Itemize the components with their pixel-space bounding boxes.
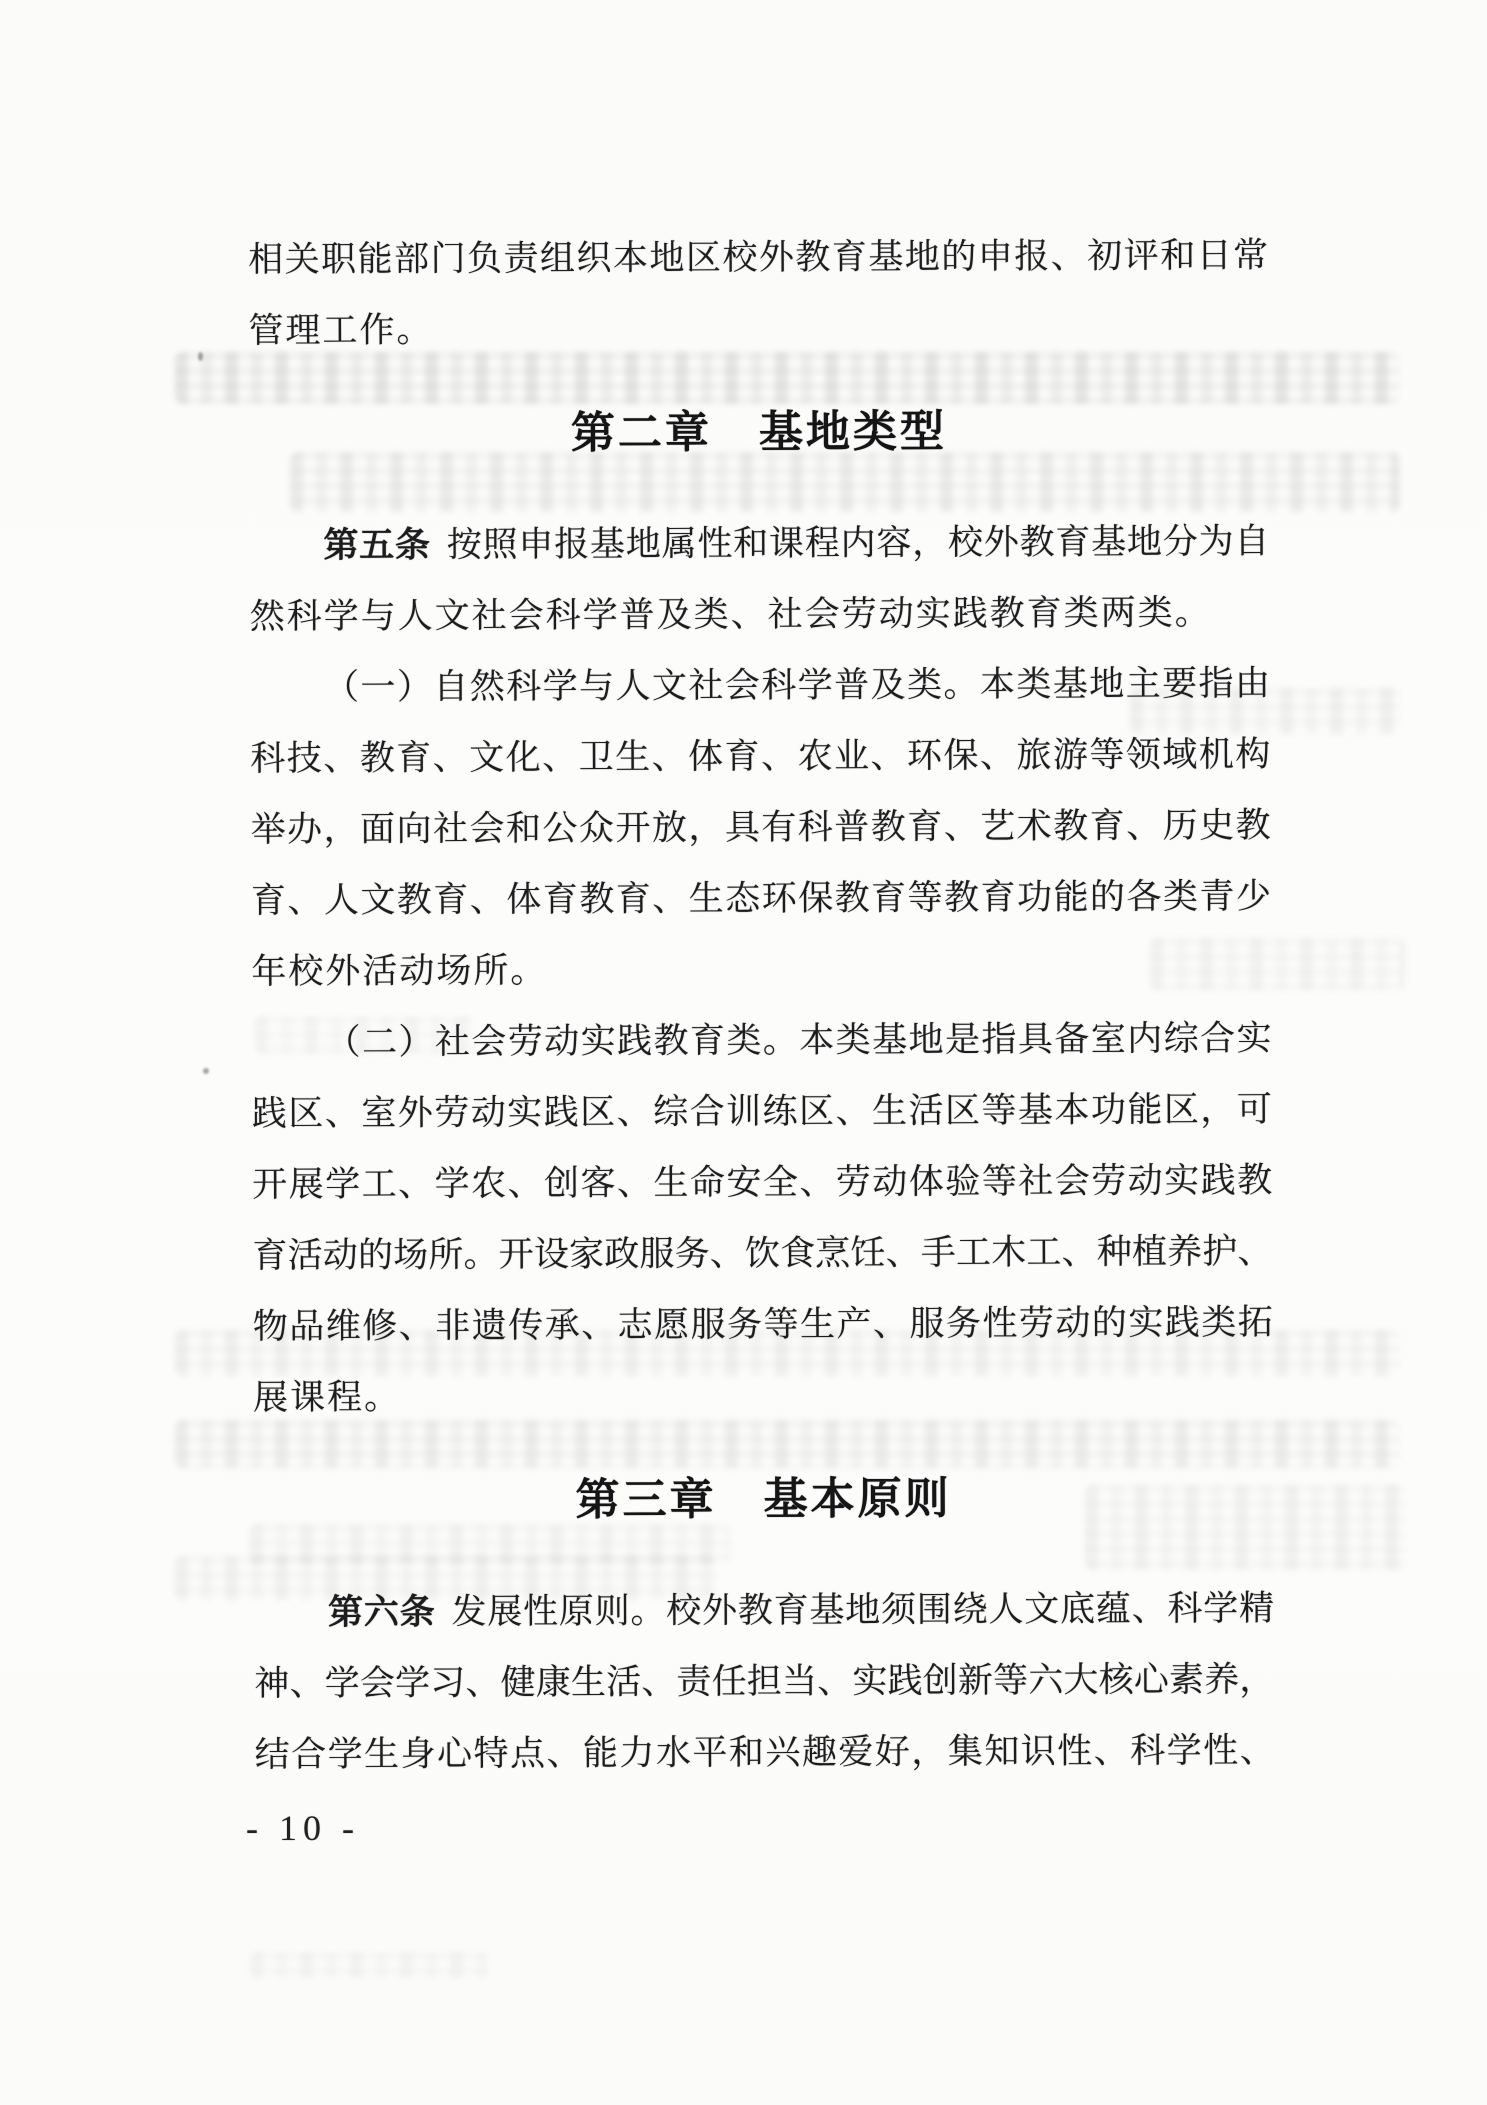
text-run: 科技、教育、文化、卫生、体育、农业、环保、旅游等领域机构 [250,734,1271,779]
text-run: 发展性原则。校外教育基地须围绕人文底蕴、科学精 [451,1588,1275,1632]
text-run: 育、人文教育、体育教育、生态环保教育等教育功能的各类青少 [250,876,1272,921]
page-number: - 10 - [246,1808,360,1848]
body-line [251,861,1271,936]
body-line [254,1573,1274,1648]
text-run: 按照申报基地属性和课程内容，校外教育基地分为自 [446,521,1270,565]
article-number: 第六条 [327,1592,436,1632]
text-run: 年校外活动场所。 [251,950,548,992]
text-run: 第三章 基本原则 [575,1474,952,1525]
body-line [250,648,1270,723]
body-line [252,1074,1272,1149]
body-line [248,291,1268,366]
body-line [251,1003,1271,1078]
text-run: 物品维修、非遗传承、志愿服务等生产、服务性劳动的实践类拓 [252,1302,1273,1347]
body-line [250,790,1270,865]
page-body [248,220,1275,1790]
text-run: 管理工作。 [248,310,434,351]
bleedthrough-ghost [250,1952,490,1978]
text-run: （二）社会劳动实践教育类。本类基地是指具备室内综合实 [325,1018,1272,1062]
body-line [252,1145,1272,1220]
body-line [255,1715,1275,1790]
text-run: 展课程。 [253,1377,402,1418]
body-line [252,1216,1272,1291]
text-run: 第二章 基地类型 [570,407,948,458]
scan-speck [198,352,203,361]
text-run: 举办，面向社会和公众开放，具有科普教育、艺术教育、历史教 [250,805,1271,850]
text-run: 然科学与人文社会科学普及类、社会劳动实践教育类两类。 [249,593,1212,637]
text-run: 践区、室外劳动实践区、综合训练区、生活区等基本功能区，可 [251,1089,1272,1134]
text-run: 相关职能部门负责组织本地区校外教育基地的申报、初评和日常 [248,235,1269,280]
text-run: 结合学生身心特点、能力水平和兴趣爱好，集知识性、科学性、 [254,1730,1275,1775]
body-line [249,506,1269,581]
scan-speck [203,1068,209,1074]
chapter-heading [253,1457,1273,1543]
body-line [253,1358,1273,1433]
body-line [251,932,1271,1007]
text-run: 神、学会学习、健康生活、责任担当、实践创新等六大核心素养， [254,1659,1275,1704]
article-number: 第五条 [323,525,431,565]
body-line [253,1287,1273,1362]
text-run: 开展学工、学农、创客、生命安全、劳动体验等社会劳动实践教 [252,1160,1273,1205]
text-run: （一）自然科学与人文社会科学普及类。本类基地主要指由 [323,663,1271,707]
body-line [254,1644,1274,1719]
body-line [250,577,1270,652]
body-line [248,220,1268,295]
text-run: 育活动的场所。开设家政服务、饮食烹饪、手工木工、种植养护、 [252,1231,1273,1276]
chapter-heading [249,390,1269,476]
body-line [250,719,1270,794]
